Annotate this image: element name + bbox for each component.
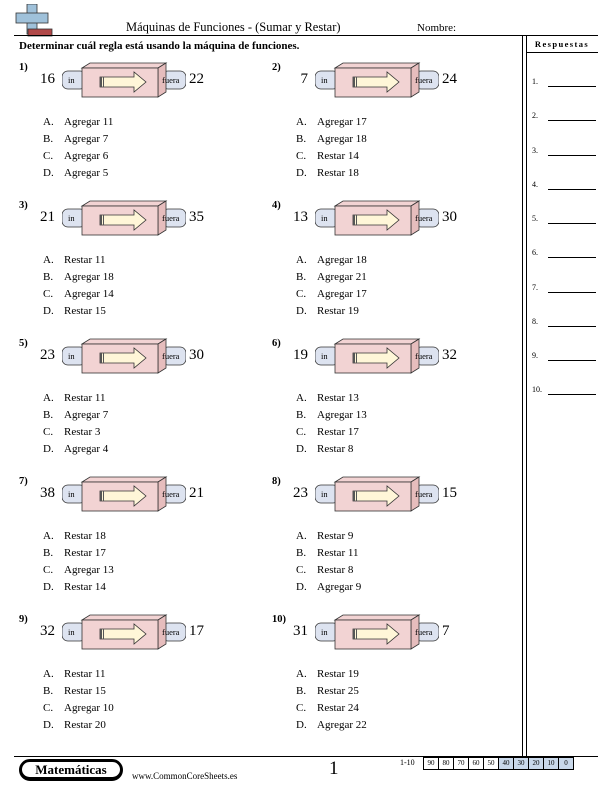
function-machine — [315, 476, 439, 512]
answer-option — [43, 666, 114, 683]
answer-option — [43, 424, 108, 441]
output-value: 7 — [442, 623, 450, 639]
answer-option — [296, 441, 367, 458]
option-letter: C. — [296, 564, 307, 576]
option-list — [43, 252, 114, 320]
answer-option — [43, 579, 114, 596]
option-letter: C. — [43, 702, 54, 714]
option-letter: D. — [43, 167, 54, 179]
option-text: Agregar 13 — [64, 564, 114, 576]
answer-option — [296, 303, 367, 320]
option-text: Restar 18 — [64, 530, 106, 542]
output-value: 32 — [442, 347, 457, 363]
option-list — [296, 666, 367, 734]
problem-item — [272, 614, 502, 734]
option-letter: D. — [296, 719, 307, 731]
answer-column-divider — [526, 36, 527, 756]
option-text: Restar 11 — [64, 392, 106, 404]
problem-number: 8) — [272, 476, 281, 487]
plus-logo-icon — [14, 4, 54, 38]
site-url: www.CommonCoreSheets.es — [132, 771, 238, 781]
subject-badge — [19, 759, 123, 781]
score-table — [424, 757, 574, 770]
input-value: 32 — [40, 623, 55, 639]
machine-top — [82, 63, 166, 68]
answer-option — [296, 148, 367, 165]
machine-in-label: in — [68, 213, 75, 223]
subject-badge-label: Matemáticas — [22, 762, 120, 777]
option-text: Agregar 7 — [64, 133, 109, 145]
answer-option — [296, 579, 361, 596]
instructions: Determinar cuál regla está usando la máquina de funciones. — [19, 40, 300, 52]
machine-in-label: in — [321, 213, 328, 223]
problem-item — [272, 476, 502, 596]
option-list — [43, 390, 108, 458]
input-value: 23 — [40, 347, 55, 363]
answer-option — [43, 303, 114, 320]
option-text: Restar 25 — [317, 685, 359, 697]
option-text: Agregar 5 — [64, 167, 109, 179]
option-text: Agregar 11 — [64, 116, 114, 128]
option-text: Restar 11 — [317, 547, 359, 559]
machine-top — [82, 477, 166, 482]
answer-option — [43, 717, 114, 734]
score-cell: 20 — [528, 757, 544, 770]
option-letter: C. — [296, 702, 307, 714]
arrow-stripe — [353, 629, 355, 639]
page-number: 1 — [329, 758, 339, 779]
output-value: 35 — [189, 209, 204, 225]
option-letter: C. — [296, 288, 307, 300]
option-text: Restar 18 — [317, 167, 359, 179]
answer-blank[interactable] — [548, 360, 596, 361]
arrow-stripe — [100, 629, 102, 639]
machine-top — [82, 201, 166, 206]
option-text: Agregar 7 — [64, 409, 109, 421]
arrow-stripe — [100, 491, 102, 501]
score-cell: 40 — [498, 757, 514, 770]
input-value: 23 — [293, 485, 308, 501]
problem-number: 1) — [19, 62, 28, 73]
option-letter: A. — [296, 392, 307, 404]
answer-row — [532, 108, 598, 121]
answer-blank[interactable] — [548, 257, 596, 258]
option-list — [296, 528, 361, 596]
function-machine — [62, 614, 186, 650]
answer-option — [43, 269, 114, 286]
input-value: 19 — [293, 347, 308, 363]
option-text: Agregar 22 — [317, 719, 367, 731]
option-letter: D. — [43, 443, 54, 455]
answer-option — [43, 407, 108, 424]
answer-row — [532, 280, 598, 293]
option-letter: C. — [296, 150, 307, 162]
machine-in-label: in — [321, 75, 328, 85]
machine-out-label: fuera — [162, 627, 180, 637]
arrow-stripe — [356, 491, 357, 501]
option-letter: D. — [296, 305, 307, 317]
output-value: 30 — [189, 347, 204, 363]
output-value: 15 — [442, 485, 457, 501]
answer-number: 8. — [532, 317, 538, 326]
option-text: Restar 8 — [317, 443, 354, 455]
option-letter: A. — [43, 392, 54, 404]
option-text: Agregar 18 — [317, 254, 367, 266]
answer-option — [43, 148, 113, 165]
score-cell: 90 — [423, 757, 439, 770]
machine-in-label: in — [321, 351, 328, 361]
option-letter: D. — [296, 167, 307, 179]
option-list — [43, 114, 113, 182]
option-letter: B. — [43, 271, 54, 283]
arrow-stripe — [356, 629, 357, 639]
machine-out-label: fuera — [415, 351, 433, 361]
option-list — [296, 252, 367, 320]
answer-option — [43, 286, 114, 303]
answer-blank[interactable] — [548, 326, 596, 327]
problem-number: 4) — [272, 200, 281, 211]
answer-number: 1. — [532, 77, 538, 86]
option-letter: B. — [296, 271, 307, 283]
machine-out-label: fuera — [162, 351, 180, 361]
function-machine — [315, 338, 439, 374]
function-machine — [62, 200, 186, 236]
option-letter: A. — [43, 530, 54, 542]
problem-item — [19, 614, 249, 734]
option-text: Restar 3 — [64, 426, 101, 438]
problem-item — [272, 62, 502, 182]
answer-option — [296, 131, 367, 148]
option-text: Restar 14 — [317, 150, 359, 162]
answer-blank[interactable] — [548, 120, 596, 121]
answer-option — [296, 269, 367, 286]
answer-option — [296, 390, 367, 407]
answer-blank[interactable] — [548, 223, 596, 224]
answer-row — [532, 143, 598, 156]
function-machine — [315, 62, 439, 98]
machine-top — [335, 477, 419, 482]
problem-number: 2) — [272, 62, 281, 73]
answer-option — [296, 528, 361, 545]
option-letter: A. — [296, 668, 307, 680]
answer-row — [532, 74, 598, 87]
machine-in-label: in — [321, 627, 328, 637]
machine-in-label: in — [68, 351, 75, 361]
arrow-stripe — [353, 215, 355, 225]
output-value: 22 — [189, 71, 204, 87]
input-value: 16 — [40, 71, 55, 87]
name-label: Nombre: — [417, 22, 457, 34]
problem-number: 9) — [19, 614, 28, 625]
machine-out-label: fuera — [415, 213, 433, 223]
option-letter: C. — [43, 564, 54, 576]
option-text: Agregar 4 — [64, 443, 109, 455]
answers-title: Respuestas — [534, 39, 590, 49]
score-cell: 0 — [558, 757, 574, 770]
option-letter: D. — [296, 443, 307, 455]
answer-blank[interactable] — [548, 155, 596, 156]
answer-option — [43, 683, 114, 700]
machine-top — [335, 339, 419, 344]
problem-item — [19, 62, 249, 182]
arrow-stripe — [103, 353, 104, 363]
option-text: Agregar 18 — [64, 271, 114, 283]
machine-out-label: fuera — [415, 627, 433, 637]
problem-number: 5) — [19, 338, 28, 349]
answer-number: 7. — [532, 283, 538, 292]
option-list — [296, 114, 367, 182]
answer-number: 6. — [532, 248, 538, 257]
option-text: Agregar 14 — [64, 288, 114, 300]
machine-out-label: fuera — [415, 489, 433, 499]
function-machine — [315, 614, 439, 650]
answer-number: 2. — [532, 111, 538, 120]
arrow-stripe — [100, 215, 102, 225]
option-letter: D. — [296, 581, 307, 593]
answer-option — [43, 441, 108, 458]
option-letter: C. — [43, 150, 54, 162]
option-letter: A. — [43, 116, 54, 128]
machine-out-label: fuera — [162, 213, 180, 223]
option-text: Agregar 9 — [317, 581, 362, 593]
answer-option — [296, 165, 367, 182]
option-text: Restar 19 — [317, 668, 359, 680]
score-cell: 50 — [483, 757, 499, 770]
option-letter: B. — [296, 547, 307, 559]
machine-top — [335, 63, 419, 68]
option-text: Restar 9 — [317, 530, 354, 542]
option-text: Agregar 13 — [317, 409, 367, 421]
score-cell: 80 — [438, 757, 454, 770]
answer-option — [43, 700, 114, 717]
answers-title-rule — [527, 52, 598, 53]
answer-option — [43, 545, 114, 562]
option-letter: A. — [296, 530, 307, 542]
page-title: Máquinas de Funciones - (Sumar y Restar) — [126, 20, 341, 34]
arrow-stripe — [356, 77, 357, 87]
input-value: 7 — [300, 71, 308, 87]
answer-option — [43, 528, 114, 545]
arrow-stripe — [353, 77, 355, 87]
output-value: 30 — [442, 209, 457, 225]
option-letter: B. — [296, 409, 307, 421]
option-letter: B. — [43, 547, 54, 559]
answer-number: 3. — [532, 146, 538, 155]
function-machine — [62, 338, 186, 374]
answer-option — [296, 683, 367, 700]
answer-row — [532, 211, 598, 224]
answer-option — [296, 252, 367, 269]
option-text: Agregar 10 — [64, 702, 114, 714]
function-machine — [62, 62, 186, 98]
option-list — [43, 528, 114, 596]
option-text: Restar 15 — [64, 685, 106, 697]
answer-number: 4. — [532, 180, 538, 189]
option-text: Agregar 17 — [317, 116, 367, 128]
arrow-stripe — [356, 215, 357, 225]
input-value: 31 — [293, 623, 308, 639]
answer-option — [43, 114, 113, 131]
machine-top — [82, 615, 166, 620]
input-value: 13 — [293, 209, 308, 225]
option-text: Restar 20 — [64, 719, 106, 731]
option-text: Restar 13 — [317, 392, 359, 404]
answer-option — [296, 114, 367, 131]
input-value: 38 — [40, 485, 55, 501]
option-text: Restar 11 — [64, 668, 106, 680]
problem-item — [272, 338, 502, 458]
option-letter: B. — [43, 685, 54, 697]
machine-in-label: in — [321, 489, 328, 499]
header-divider — [14, 35, 598, 36]
option-list — [43, 666, 114, 734]
option-letter: C. — [43, 426, 54, 438]
arrow-stripe — [103, 215, 104, 225]
arrow-stripe — [353, 491, 355, 501]
option-text: Agregar 6 — [64, 150, 109, 162]
answer-option — [296, 562, 361, 579]
machine-in-label: in — [68, 489, 75, 499]
output-value: 24 — [442, 71, 457, 87]
answer-number: 10. — [532, 385, 542, 394]
score-cell: 70 — [453, 757, 469, 770]
option-text: Restar 19 — [317, 305, 359, 317]
answer-number: 9. — [532, 351, 538, 360]
option-letter: B. — [296, 685, 307, 697]
machine-out-label: fuera — [162, 489, 180, 499]
answer-blank[interactable] — [548, 86, 596, 87]
input-value: 21 — [40, 209, 55, 225]
problem-item — [19, 200, 249, 320]
arrow-stripe — [103, 491, 104, 501]
answer-row — [532, 314, 598, 327]
function-machine — [315, 200, 439, 236]
option-letter: B. — [296, 133, 307, 145]
arrow-stripe — [103, 629, 104, 639]
option-letter: D. — [43, 581, 54, 593]
score-cell: 10 — [543, 757, 559, 770]
option-list — [296, 390, 367, 458]
arrow-stripe — [100, 353, 102, 363]
answer-blank[interactable] — [548, 394, 596, 395]
machine-out-label: fuera — [162, 75, 180, 85]
function-machine — [62, 476, 186, 512]
option-letter: A. — [296, 254, 307, 266]
answer-row — [532, 348, 598, 361]
option-text: Agregar 17 — [317, 288, 367, 300]
option-letter: A. — [43, 254, 54, 266]
arrow-stripe — [353, 353, 355, 363]
answer-option — [296, 666, 367, 683]
answer-option — [296, 286, 367, 303]
answer-option — [296, 700, 367, 717]
answer-blank[interactable] — [548, 189, 596, 190]
answer-row — [532, 382, 598, 395]
score-cell: 60 — [468, 757, 484, 770]
option-text: Restar 14 — [64, 581, 106, 593]
option-letter: D. — [43, 305, 54, 317]
answer-option — [296, 717, 367, 734]
option-text: Restar 17 — [317, 426, 359, 438]
answer-option — [296, 424, 367, 441]
problem-item — [272, 200, 502, 320]
option-text: Restar 11 — [64, 254, 106, 266]
answer-column-divider — [522, 36, 523, 756]
option-letter: B. — [43, 409, 54, 421]
problem-number: 3) — [19, 200, 28, 211]
problem-number: 7) — [19, 476, 28, 487]
option-text: Agregar 18 — [317, 133, 367, 145]
machine-in-label: in — [68, 75, 75, 85]
problem-item — [19, 476, 249, 596]
output-value: 21 — [189, 485, 204, 501]
problem-number: 10) — [272, 614, 286, 625]
answer-blank[interactable] — [548, 292, 596, 293]
option-letter: A. — [43, 668, 54, 680]
answer-number: 5. — [532, 214, 538, 223]
answer-row — [532, 177, 598, 190]
arrow-stripe — [356, 353, 357, 363]
option-letter: D. — [43, 719, 54, 731]
answer-option — [43, 252, 114, 269]
answer-option — [43, 165, 113, 182]
option-text: Restar 17 — [64, 547, 106, 559]
option-text: Restar 15 — [64, 305, 106, 317]
option-letter: A. — [296, 116, 307, 128]
machine-top — [82, 339, 166, 344]
option-text: Restar 24 — [317, 702, 359, 714]
answer-option — [43, 390, 108, 407]
machine-top — [335, 201, 419, 206]
answer-option — [43, 131, 113, 148]
answer-option — [296, 545, 361, 562]
arrow-stripe — [100, 77, 102, 87]
problem-number: 6) — [272, 338, 281, 349]
score-cell: 30 — [513, 757, 529, 770]
answer-option — [296, 407, 367, 424]
machine-out-label: fuera — [415, 75, 433, 85]
answer-option — [43, 562, 114, 579]
problem-item — [19, 338, 249, 458]
option-text: Restar 8 — [317, 564, 354, 576]
option-text: Agregar 21 — [317, 271, 367, 283]
score-range-label: 1-10 — [400, 758, 415, 767]
option-letter: C. — [43, 288, 54, 300]
option-letter: B. — [43, 133, 54, 145]
output-value: 17 — [189, 623, 204, 639]
machine-top — [335, 615, 419, 620]
option-letter: C. — [296, 426, 307, 438]
answer-row — [532, 245, 598, 258]
machine-in-label: in — [68, 627, 75, 637]
arrow-stripe — [103, 77, 104, 87]
